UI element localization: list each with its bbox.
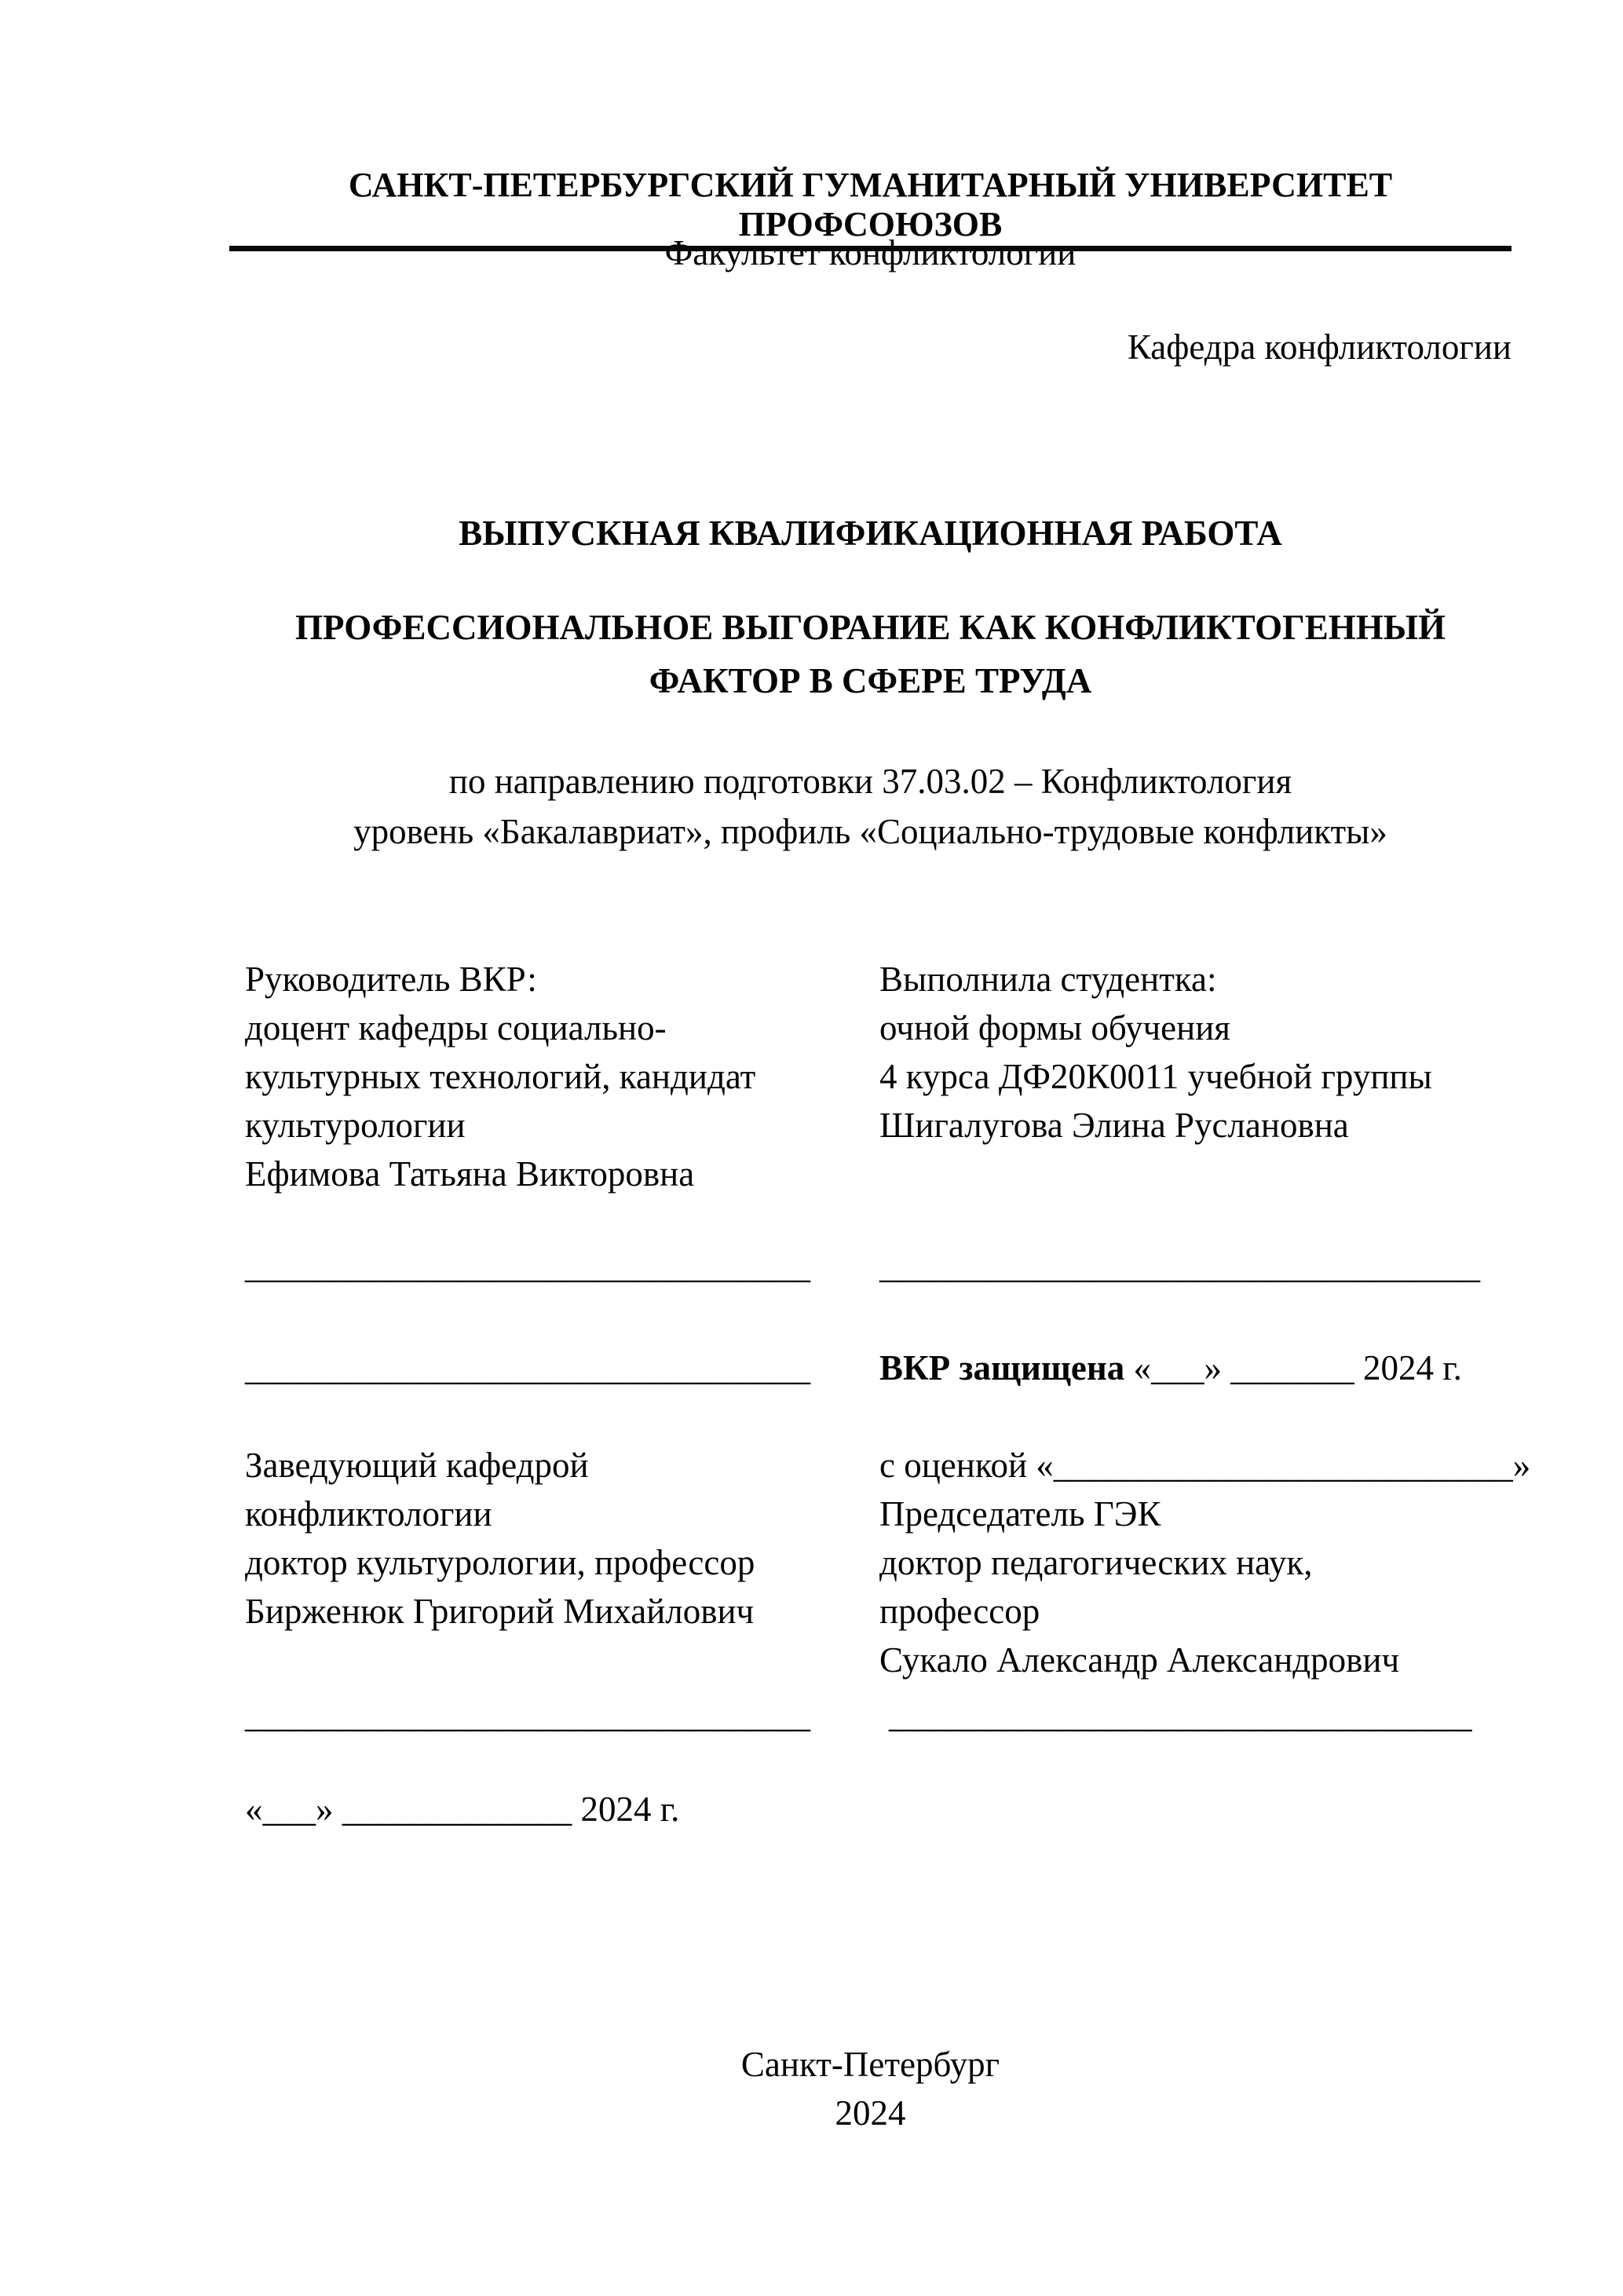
student-role: Выполнила студентка: (879, 960, 1217, 999)
thesis-title-line1: ПРОФЕССИОНАЛЬНОЕ ВЫГОРАНИЕ КАК КОНФЛИКТОГЕННЫЙ (295, 608, 1446, 647)
head-signature-line: ________________________________ (245, 1695, 810, 1735)
footer-year: 2024 (835, 2093, 906, 2133)
chairman-role: Председатель ГЭК (879, 1494, 1161, 1534)
supervisor-name: Ефимова Татьяна Викторовна (245, 1154, 695, 1194)
footer-city: Санкт-Петербург (740, 2045, 1000, 2084)
grade-blank-line: с оценкой «__________________________» (879, 1446, 1531, 1485)
chairman-degree-line2: профессор (879, 1592, 1040, 1631)
program-level-profile: уровень «Бакалавриат», профиль «Социально-трудовые конфликты» (353, 812, 1387, 851)
student-form: очной формы обучения (879, 1008, 1230, 1047)
program-info (229, 756, 1512, 857)
chairman-name: Сукало Александр Александрович (879, 1640, 1400, 1680)
supervisor-role: Руководитель ВКР: (245, 960, 537, 999)
thesis-title (229, 601, 1512, 707)
department-name: Кафедра конфликтологии (1127, 327, 1512, 367)
student-group: 4 курса ДФ20К0011 учебной группы (879, 1057, 1432, 1096)
student-name: Шигалугова Элина Руслановна (879, 1106, 1349, 1145)
footer-block (229, 2040, 1512, 2137)
student-signature-line: __________________________________ (879, 1246, 1480, 1285)
chairman-degree-line1: доктор педагогических наук, (879, 1543, 1313, 1582)
chairman-signature-line: _________________________________ (889, 1695, 1472, 1735)
head-name: Бирженюк Григорий Михайлович (245, 1592, 755, 1631)
supervisor-block (245, 955, 857, 1198)
defense-label: ВКР защищена (879, 1348, 1125, 1387)
head-role-line2: конфликтологии (245, 1494, 492, 1534)
head-degree: доктор культурологии, профессор (245, 1543, 755, 1582)
gek-chairman-block (879, 1441, 1531, 1684)
student-block (879, 955, 1531, 1150)
head-date-line: «___» _____________ 2024 г. (245, 1790, 680, 1829)
supervisor-position-line2: культурных технологий, кандидат (245, 1057, 756, 1096)
supervisor-position-line3: культурологии (245, 1106, 466, 1145)
thesis-title-line2: ФАКТОР В СФЕРЕ ТРУДА (649, 661, 1092, 700)
defense-line (879, 1344, 1531, 1392)
defense-date-blank: «___» _______ 2024 г. (1124, 1348, 1462, 1387)
work-type-heading: ВЫПУСКНАЯ КВАЛИФИКАЦИОННАЯ РАБОТА (459, 514, 1282, 553)
head-role-line1: Заведующий кафедрой (245, 1446, 589, 1485)
faculty-name: Факультет конфликтологии (664, 233, 1077, 272)
supervisor-signature-line-2: ________________________________ (245, 1348, 810, 1387)
university-name: САНКТ-ПЕТЕРБУРГСКИЙ ГУМАНИТАРНЫЙ УНИВЕРСИТЕТ ПРОФСОЮЗОВ (229, 166, 1512, 251)
department-head-block (245, 1441, 857, 1636)
supervisor-signature-line: ________________________________ (245, 1246, 810, 1285)
supervisor-position-line1: доцент кафедры социально- (245, 1008, 667, 1047)
program-direction: по направлению подготовки 37.03.02 – Конфликтология (448, 762, 1292, 801)
